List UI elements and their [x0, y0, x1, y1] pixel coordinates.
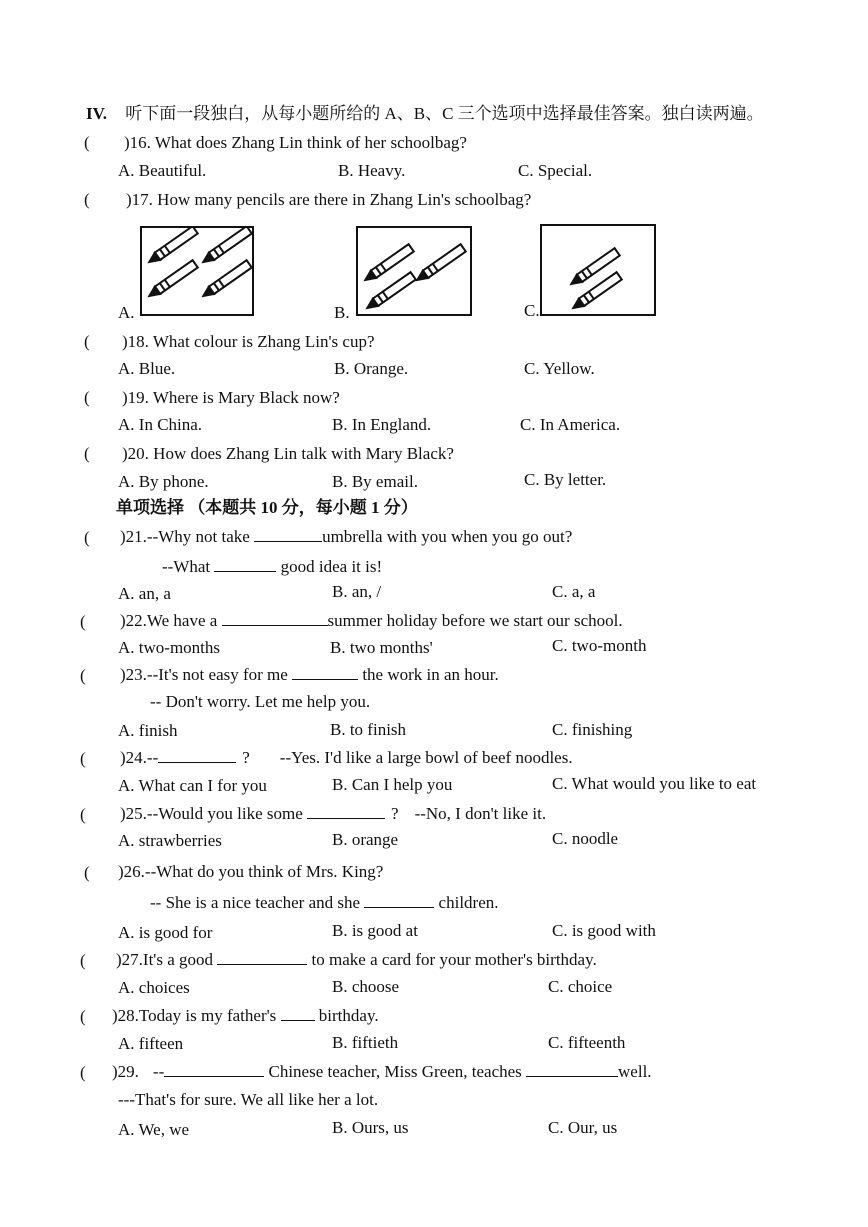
question-text: ? — [242, 748, 250, 767]
question-stem: What colour is Zhang Lin's cup? — [152, 332, 375, 351]
option-c: C. By letter. — [524, 470, 607, 489]
option-a: A. strawberries — [118, 831, 222, 850]
option-a: A. Blue. — [118, 359, 176, 378]
picture-option-a-label: A. — [118, 303, 135, 322]
question-text: --Yes. I'd like a large bowl of beef noodles. — [279, 748, 573, 767]
question-18 — [122, 331, 375, 353]
question-number: )24. — [120, 748, 147, 767]
option-b: B. By email. — [332, 472, 418, 491]
option-c: C. a, a — [552, 582, 596, 601]
option-a: A. Beautiful. — [118, 161, 207, 180]
answer-paren: ( — [84, 332, 90, 351]
option-c: C. noodle — [552, 829, 619, 848]
question-29 — [112, 1060, 652, 1083]
question-number: )20. — [122, 444, 149, 463]
question-number: )29. — [112, 1062, 139, 1081]
question-text: --What — [162, 557, 215, 576]
question-number: )19. — [122, 388, 149, 407]
option-a: A. finish — [118, 721, 178, 740]
answer-paren: ( — [80, 1063, 86, 1082]
question-number: )28. — [112, 1006, 139, 1025]
question-text: --Why not take — [146, 527, 255, 546]
option-c: C. In America. — [520, 415, 621, 434]
option-b: B. orange — [332, 830, 399, 849]
question-text: --What do you think of Mrs. King? — [144, 862, 384, 881]
picture-option-a — [140, 226, 254, 316]
option-c: C. Special. — [518, 161, 593, 180]
answer-blank — [307, 802, 385, 819]
question-28 — [112, 1004, 379, 1027]
question-text: --No, I don't like it. — [414, 804, 547, 823]
answer-paren: ( — [80, 749, 86, 768]
question-stem: How many pencils are there in Zhang Lin's schoolbag? — [157, 190, 532, 209]
answer-blank — [217, 948, 307, 965]
question-number: )21. — [120, 527, 147, 546]
section-instruction: 听下面一段独白，从每小题所给的 A、B、C 三个选项中选择最佳答案。独白读两遍。 — [125, 104, 764, 123]
answer-paren: ( — [80, 951, 86, 970]
question-20 — [122, 443, 454, 465]
question-text: birthday. — [314, 1006, 379, 1025]
picture-option-b — [356, 226, 472, 316]
answer-paren: ( — [84, 133, 90, 152]
option-c: C. Our, us — [548, 1118, 618, 1137]
option-c: C. choice — [548, 977, 613, 996]
question-number: )16. — [124, 133, 151, 152]
section-header — [86, 103, 764, 125]
question-23 — [120, 663, 499, 686]
question-26 — [118, 861, 383, 883]
picture-option-c — [540, 224, 656, 316]
answer-blank — [254, 525, 322, 542]
answer-blank — [164, 1060, 264, 1077]
question-25 — [120, 802, 546, 825]
answer-paren: ( — [84, 190, 90, 209]
answer-blank — [158, 746, 236, 763]
answer-blank — [222, 609, 328, 626]
question-number: )27. — [116, 950, 143, 969]
option-b: B. Ours, us — [332, 1118, 409, 1137]
question-text: --It's not easy for me — [146, 665, 293, 684]
question-stem: What does Zhang Lin think of her schoolbag? — [154, 133, 467, 152]
option-b: B. two months' — [330, 638, 433, 657]
answer-paren: ( — [80, 1007, 86, 1026]
option-c: C. Yellow. — [524, 359, 595, 378]
answer-paren: ( — [84, 444, 90, 463]
answer-paren: ( — [80, 666, 86, 685]
question-number: )26. — [118, 862, 145, 881]
answer-paren: ( — [84, 528, 90, 547]
pencil-icon — [542, 226, 654, 314]
option-c: C. What would you like to eat — [552, 774, 757, 793]
option-a: A. In China. — [118, 415, 203, 434]
option-b: B. Orange. — [334, 359, 409, 378]
option-b: B. to finish — [330, 720, 407, 739]
question-text: ? — [391, 804, 399, 823]
option-a: A. an, a — [118, 584, 171, 603]
question-22 — [120, 609, 623, 632]
option-c: C. finishing — [552, 720, 633, 739]
question-number: )18. — [122, 332, 149, 351]
answer-blank — [281, 1004, 315, 1021]
option-a: A. fifteen — [118, 1034, 184, 1053]
question-29-line2: ---That's for sure. We all like her a lot. — [118, 1090, 379, 1109]
section-number: IV. — [86, 104, 107, 123]
option-a: A. is good for — [118, 923, 213, 942]
question-text: good idea it is! — [276, 557, 383, 576]
answer-paren: ( — [84, 388, 90, 407]
pencil-icon — [142, 228, 252, 314]
pencil-icon — [358, 228, 470, 314]
option-a: A. What can I for you — [118, 776, 267, 795]
option-b: B. fiftieth — [332, 1033, 399, 1052]
option-b: B. Can I help you — [332, 775, 453, 794]
question-text: We have a — [146, 611, 222, 630]
question-text: to make a card for your mother's birthday. — [307, 950, 597, 969]
answer-paren: ( — [80, 612, 86, 631]
option-a: A. We, we — [118, 1120, 190, 1139]
question-text: -- — [146, 748, 159, 767]
question-text: children. — [434, 893, 499, 912]
grammar-heading: 单项选择 （本题共 10 分，每小题 1 分） — [116, 498, 418, 517]
question-text: It's a good — [142, 950, 218, 969]
answer-blank — [364, 891, 434, 908]
question-21-line2 — [162, 555, 382, 578]
option-b: B. an, / — [332, 582, 382, 601]
option-c: C. is good with — [552, 921, 656, 940]
question-17 — [126, 189, 531, 211]
answer-paren: ( — [84, 863, 90, 882]
option-b: B. is good at — [332, 921, 418, 940]
question-text: summer holiday before we start our school. — [327, 611, 623, 630]
question-number: )22. — [120, 611, 147, 630]
question-text: -- — [152, 1062, 165, 1081]
question-stem: How does Zhang Lin talk with Mary Black? — [153, 444, 454, 463]
question-number: )17. — [126, 190, 153, 209]
question-text: well. — [618, 1062, 652, 1081]
question-stem: Where is Mary Black now? — [152, 388, 340, 407]
question-26-line2 — [150, 891, 499, 914]
option-c: C. fifteenth — [548, 1033, 626, 1052]
option-b: B. choose — [332, 977, 400, 996]
option-b: B. Heavy. — [338, 161, 406, 180]
question-23-line2: -- Don't worry. Let me help you. — [150, 692, 371, 711]
option-c: C. two-month — [552, 636, 647, 655]
question-text: Today is my father's — [138, 1006, 281, 1025]
option-a: A. By phone. — [118, 472, 209, 491]
question-text: Chinese teacher, Miss Green, teaches — [264, 1062, 527, 1081]
answer-paren: ( — [80, 805, 86, 824]
option-a: A. two-months — [118, 638, 220, 657]
question-24 — [120, 746, 573, 769]
question-text: umbrella with you when you go out? — [322, 527, 573, 546]
question-27 — [116, 948, 597, 971]
picture-option-b-label: B. — [334, 303, 350, 322]
answer-blank — [292, 663, 358, 680]
question-number: )25. — [120, 804, 147, 823]
option-a: A. choices — [118, 978, 190, 997]
question-19 — [122, 387, 340, 409]
question-number: )23. — [120, 665, 147, 684]
picture-option-c-label: C. — [524, 301, 540, 320]
question-21 — [120, 525, 572, 548]
question-16 — [124, 132, 467, 154]
question-text: -- She is a nice teacher and she — [150, 893, 365, 912]
question-text: the work in an hour. — [358, 665, 499, 684]
question-text: --Would you like some — [146, 804, 308, 823]
option-b: B. In England. — [332, 415, 432, 434]
answer-blank — [526, 1060, 618, 1077]
answer-blank — [214, 555, 276, 572]
